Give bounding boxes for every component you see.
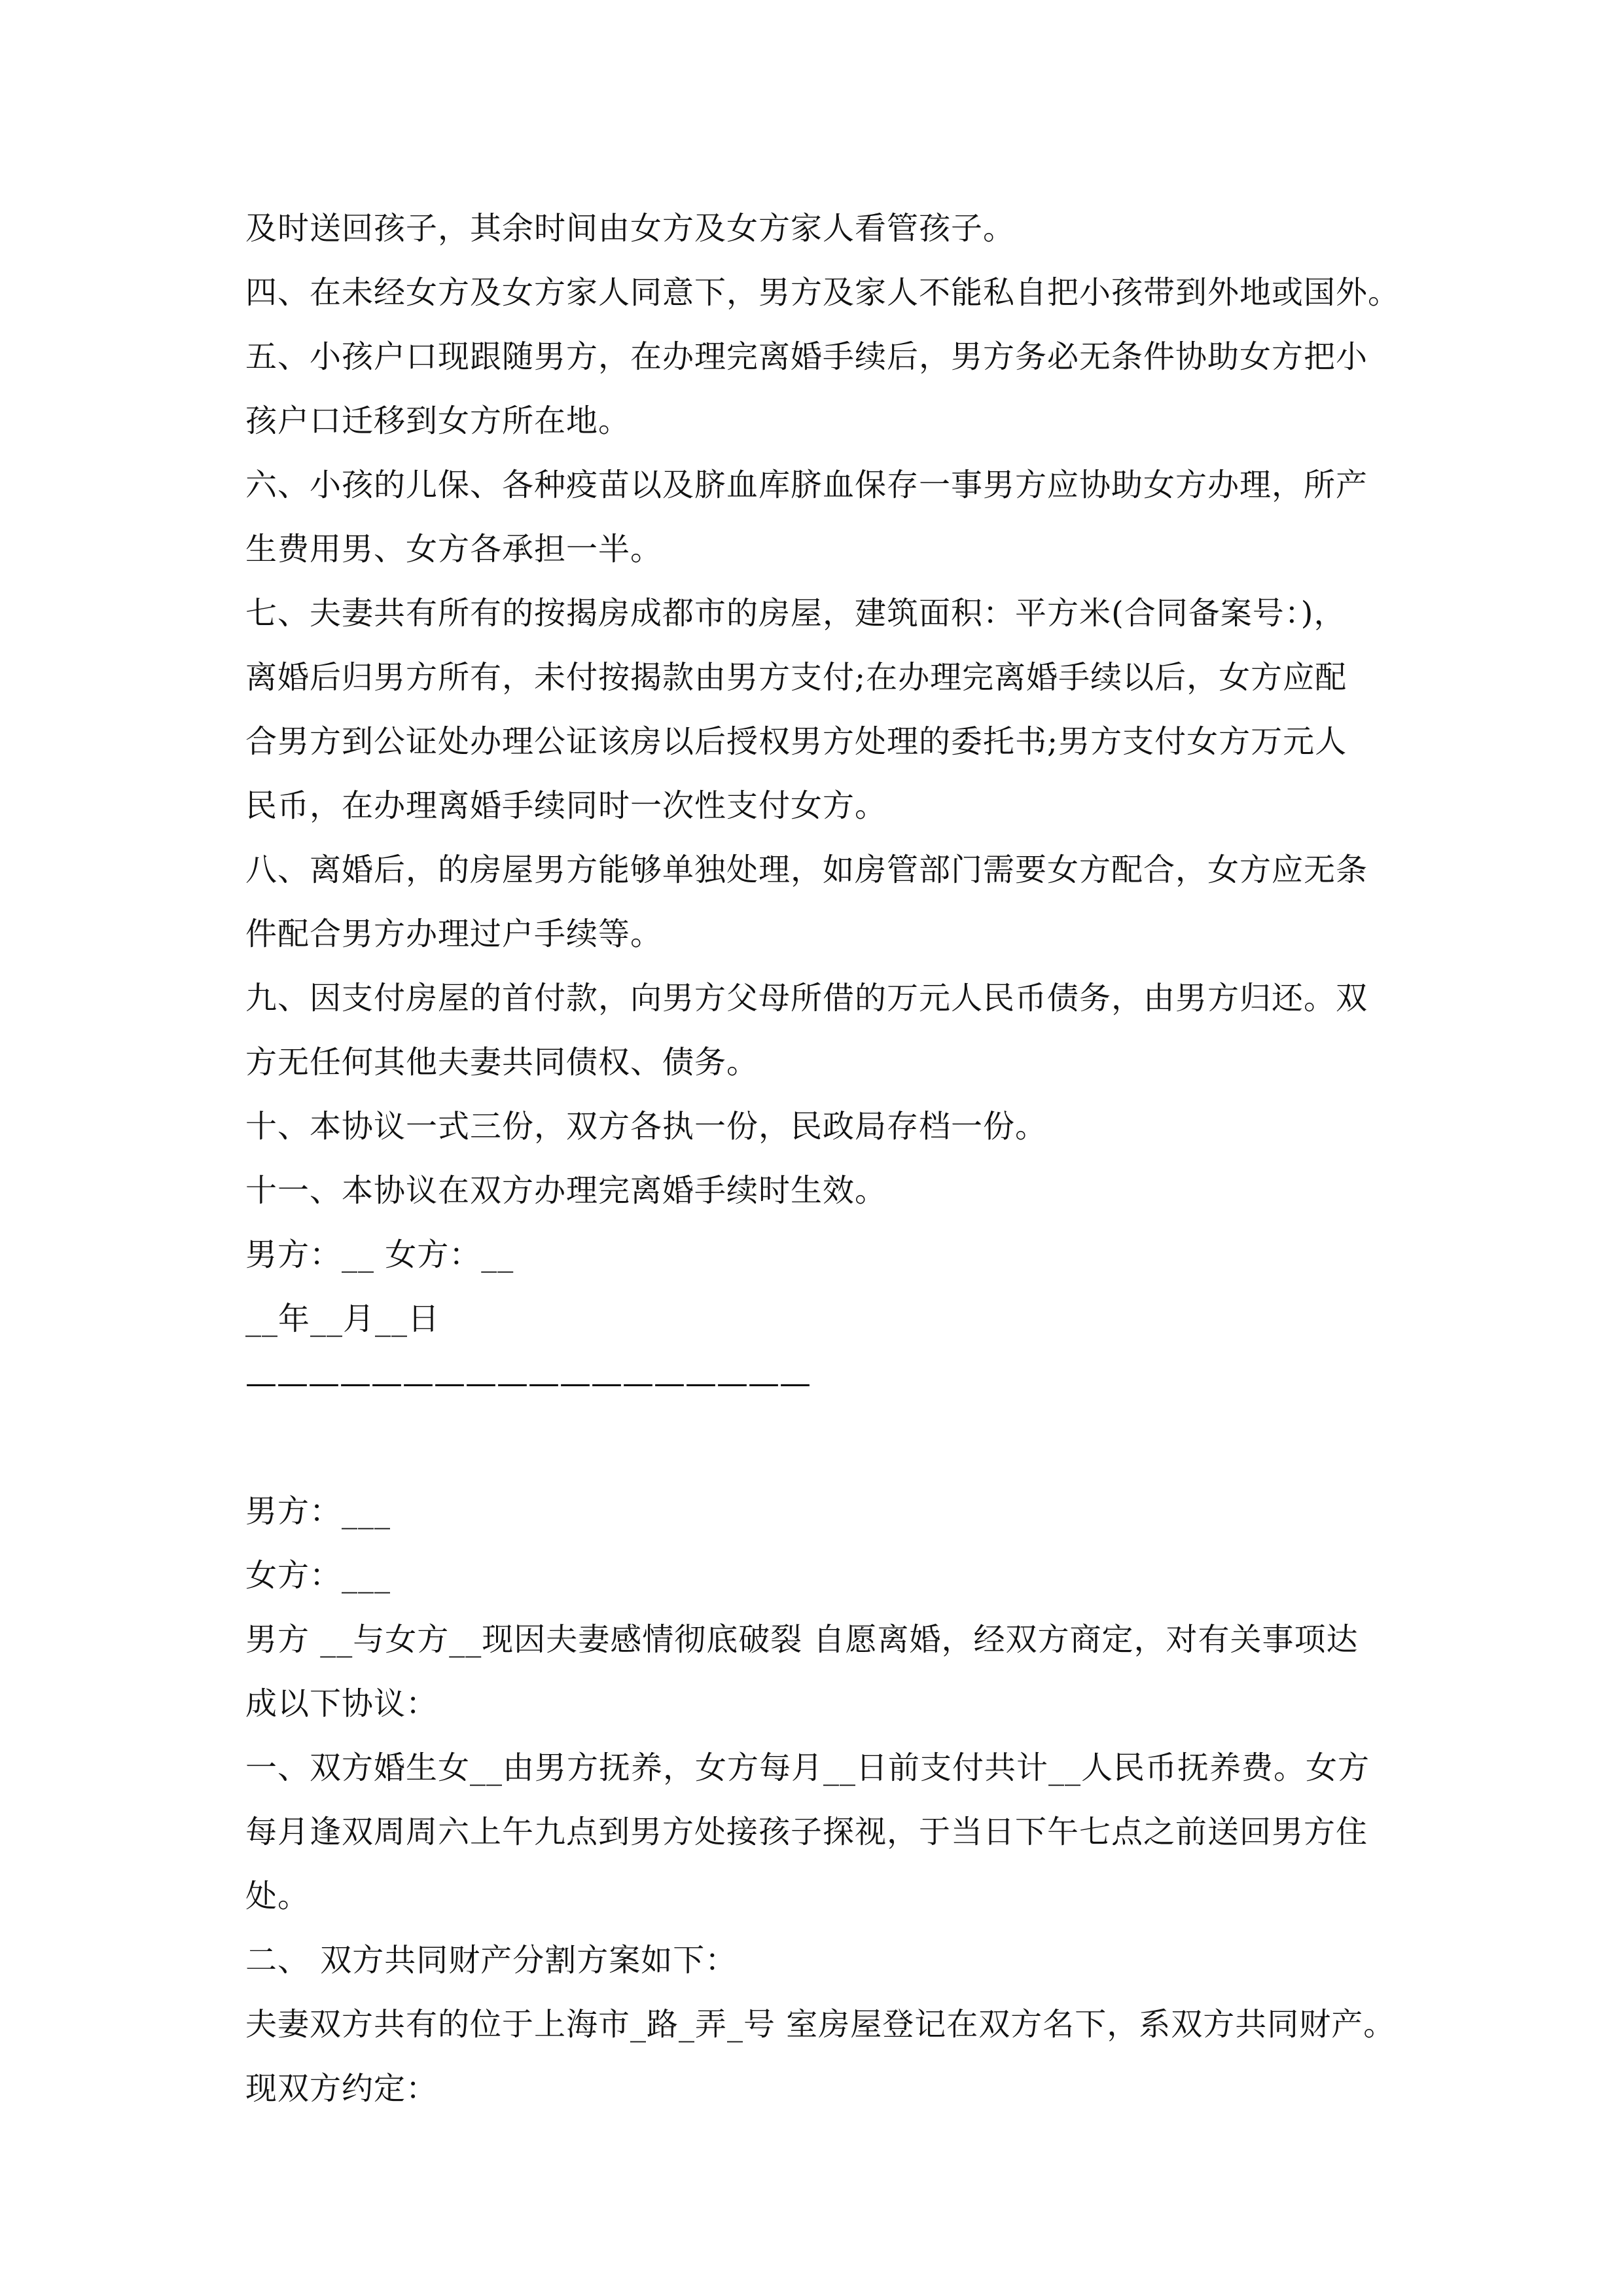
text-line: 每月逢双周周六上午九点到男方处接孩子探视，于当日下午七点之前送回男方住 (245, 1814, 1368, 1850)
text-line: 及时送回孩子，其余时间由女方及女方家人看管孩子。 (245, 210, 1016, 247)
text-line: 男方：___ (245, 1493, 391, 1530)
text-line: 成以下协议： (245, 1685, 438, 1722)
signature-line: 男方：__ 女方：__ (245, 1236, 514, 1273)
text-line: 夫妻双方共有的位于上海市_路_弄_号 室房屋登记在双方名下，系双方共同财产。 (245, 2006, 1396, 2043)
text-line: 八、离婚后，的房屋男方能够单独处理，如房管部门需要女方配合，女方应无条 (245, 852, 1368, 888)
text-line: 十、本协议一式三份，双方各执一份，民政局存档一份。 (245, 1108, 1048, 1145)
separator-rule: —————————————————— (245, 1365, 811, 1401)
text-line: 现双方约定： (245, 2070, 438, 2107)
text-line: 五、小孩户口现跟随男方，在办理完离婚手续后，男方务必无条件协助女方把小 (245, 338, 1368, 375)
text-line: 孩户口迁移到女方所在地。 (245, 403, 631, 439)
text-line: 七、夫妻共有所有的按揭房成都市的房屋，建筑面积：平方米(合同备案号：)， (245, 595, 1346, 632)
text-line: 处。 (245, 1878, 310, 1914)
text-line: 九、因支付房屋的首付款，向男方父母所借的万元人民币债务，由男方归还。双 (245, 980, 1368, 1016)
text-line: 四、在未经女方及女方家人同意下，男方及家人不能私自把小孩带到外地或国外。 (245, 274, 1400, 311)
text-line: 合男方到公证处办理公证该房以后授权男方处理的委托书;男方支付女方万元人 (245, 723, 1347, 760)
text-line: 女方：___ (245, 1557, 391, 1594)
text-line: 十一、本协议在双方办理完离婚手续时生效。 (245, 1172, 887, 1209)
text-line: 离婚后归男方所有，未付按揭款由男方支付;在办理完离婚手续以后，女方应配 (245, 659, 1347, 696)
text-line: 生费用男、女方各承担一半。 (245, 531, 663, 567)
text-line: 男方 __与女方__现因夫妻感情彻底破裂 自愿离婚，经双方商定，对有关事项达 (245, 1621, 1359, 1658)
document-body (245, 196, 1400, 2121)
text-line: 六、小孩的儿保、各种疫苗以及脐血库脐血保存一事男方应协助女方办理，所产 (245, 467, 1368, 503)
date-line: __年__月__日 (245, 1300, 440, 1337)
text-line: 二、 双方共同财产分割方案如下： (245, 1942, 738, 1979)
text-line: 件配合男方办理过户手续等。 (245, 916, 663, 952)
text-line: 一、双方婚生女__由男方抚养，女方每月__日前支付共计__人民币抚养费。女方 (245, 1749, 1370, 1786)
blank-line (245, 1415, 1384, 1479)
text-line: 民币，在办理离婚手续同时一次性支付女方。 (245, 787, 887, 824)
text-line: 方无任何其他夫妻共同债权、债务。 (245, 1044, 759, 1081)
